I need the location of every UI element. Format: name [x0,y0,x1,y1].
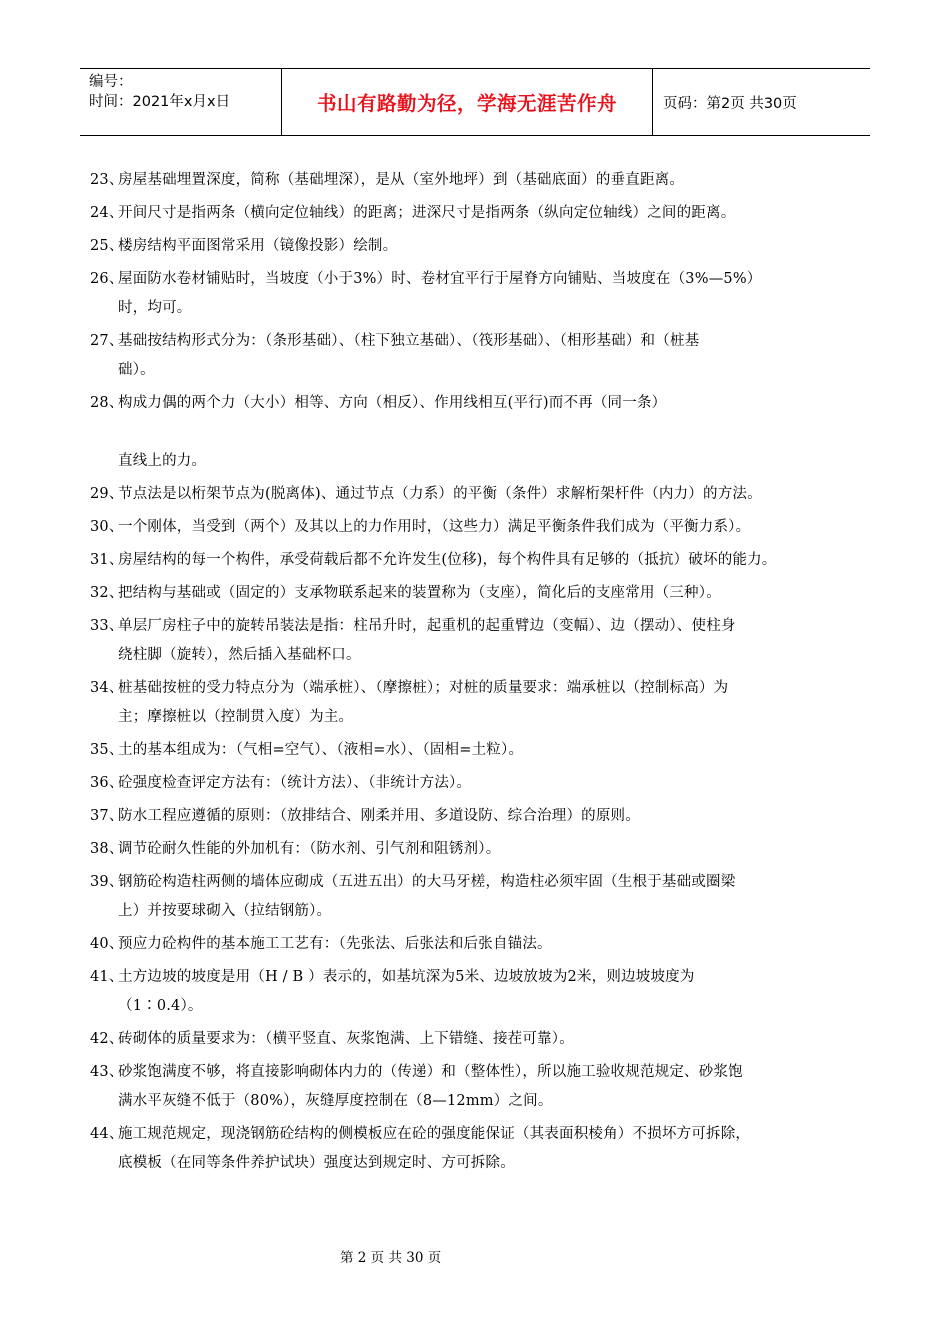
item-text: 砂浆饱满度不够，将直接影响砌体内力的（传递）和（整体性），所以施工验收规范规定、砂浆饱 满水平灰缝不低于（80%），灰缝厚度控制在（8—12mm）之间。 [118,1064,743,1109]
item-number: 30、 [90,519,124,535]
list-item [90,1120,870,1178]
item-number: 31、 [90,552,124,568]
list-item [90,802,870,831]
list-item [90,232,870,261]
item-number: 39、 [90,874,124,890]
item-text: 单层厂房柱子中的旋转吊装法是指：柱吊升时，起重机的起重臂边（变幅）、边（摆动）、使柱身 绕柱脚（旋转），然后插入基础杯口。 [118,618,736,663]
item-number: 26、 [90,271,124,287]
item-number: 41、 [90,969,124,985]
page-header [80,68,870,136]
item-text: 钢筋砼构造柱两侧的墙体应砌成（五进五出）的大马牙槎，构造柱必须牢固（生根于基础或圈梁 上）并按要球砌入（拉结钢筋）。 [118,874,736,919]
item-text: 调节砼耐久性能的外加机有：（防水剂、引气剂和阻锈剂）。 [118,841,501,857]
item-text: 把结构与基础或（固定的）支承物联系起来的装置称为（支座），简化后的支座常用（三种）。 [118,585,721,601]
item-text: 土的基本组成为：（气相=空气）、（液相=水）、（固相=土粒）。 [118,742,524,758]
item-number: 33、 [90,618,124,634]
item-number: 29、 [90,486,124,502]
item-number: 24、 [90,205,124,221]
item-text: 屋面防水卷材铺贴时，当坡度（小于3%）时、卷材宜平行于屋脊方向铺贴、当坡度在（3%—5%） 时，均可。 [118,271,762,316]
item-text: 防水工程应遵循的原则：（放排结合、刚柔并用、多道设防、综合治理）的原则。 [118,808,640,824]
item-number: 44、 [90,1126,124,1142]
list-item [90,265,870,323]
list-item [90,579,870,608]
item-text: 预应力砼构件的基本施工工艺有：（先张法、后张法和后张自锚法。 [118,936,552,952]
item-text: 砼强度检查评定方法有：（统计方法）、（非统计方法）。 [118,775,472,791]
page-info: 页码：第2页 共30页 [663,95,797,112]
list-item [90,868,870,926]
list-item [90,736,870,765]
item-number: 38、 [90,841,124,857]
header-motto-cell [281,69,653,135]
item-number: 34、 [90,680,124,696]
question-list [90,166,870,1182]
item-text: 施工规范规定，现浇钢筋砼结构的侧模板应在砼的强度能保证（其表面积棱角）不损坏方可拆除， 底模板（在同等条件养护试块）强度达到规定时、方可拆除。 [118,1126,751,1171]
item-number: 32、 [90,585,124,601]
footer-page-number: 第 2 页 共 30 页 [340,1250,442,1266]
item-text: 基础按结构形式分为：（条形基础）、（柱下独立基础）、（筏形基础）、（相形基础）和（桩基 础）。 [118,333,700,378]
list-item [90,835,870,864]
item-number: 37、 [90,808,124,824]
list-item [90,612,870,670]
list-item [90,1058,870,1116]
item-text: 土方边坡的坡度是用（H / B ）表示的，如基坑深为5米、边坡放坡为2米，则边坡坡度为 （1∶0.4）。 [118,969,695,1014]
date-label: 时间：2021年x月x日 [89,94,231,110]
list-item [90,480,870,509]
list-item [90,963,870,1021]
list-item [90,930,870,959]
item-text: 节点法是以桁架节点为(脱离体)、通过节点（力系）的平衡（条件）求解桁架杆件（内力）的方法。 [118,486,762,502]
list-item [90,769,870,798]
item-number: 43、 [90,1064,124,1080]
item-number: 40、 [90,936,124,952]
list-item [90,1025,870,1054]
item-text: 房屋结构的每一个构件，承受荷载后都不允许发生(位移)，每个构件具有足够的（抵抗）破坏的能力。 [118,552,777,568]
header-meta [80,69,281,135]
item-number: 28、 [90,395,124,411]
list-item [90,546,870,575]
item-number: 25、 [90,238,124,254]
item-text: 桩基础按桩的受力特点分为（端承桩）、（摩擦桩）；对桩的质量要求：端承桩以（控制标高）为 主；摩擦桩以（控制贯入度）为主。 [118,680,729,725]
list-item [90,166,870,195]
item-number: 23、 [90,172,124,188]
item-number: 35、 [90,742,124,758]
code-label: 编号： [89,74,133,90]
list-item [90,674,870,732]
item-text: 砖砌体的质量要求为：（横平竖直、灰浆饱满、上下错缝、接茬可靠）。 [118,1031,574,1047]
item-text: 房屋基础埋置深度，简称（基础埋深），是从（室外地坪）到（基础底面）的垂直距离。 [118,172,685,188]
motto-text: 书山有路勤为径，学海无涯苦作舟 [316,92,617,115]
item-text: 楼房结构平面图常采用（镜像投影）绘制。 [118,238,398,254]
item-text: 一个刚体，当受到（两个）及其以上的力作用时，（这些力）满足平衡条件我们成为（平衡力系）。 [118,519,751,535]
item-number: 36、 [90,775,124,791]
item-number: 27、 [90,333,124,349]
list-item [90,513,870,542]
item-text: 开间尺寸是指两条（横向定位轴线）的距离；进深尺寸是指两条（纵向定位轴线）之间的距离。 [118,205,736,221]
page-footer [0,1246,950,1266]
item-text: 构成力偶的两个力（大小）相等、方向（相反）、作用线相互(平行)而不再（同一条） 直线上的力。 [118,395,667,469]
list-item [90,199,870,228]
header-page-info-cell [653,69,870,135]
list-item [90,327,870,385]
item-number: 42、 [90,1031,124,1047]
list-item [90,389,870,476]
